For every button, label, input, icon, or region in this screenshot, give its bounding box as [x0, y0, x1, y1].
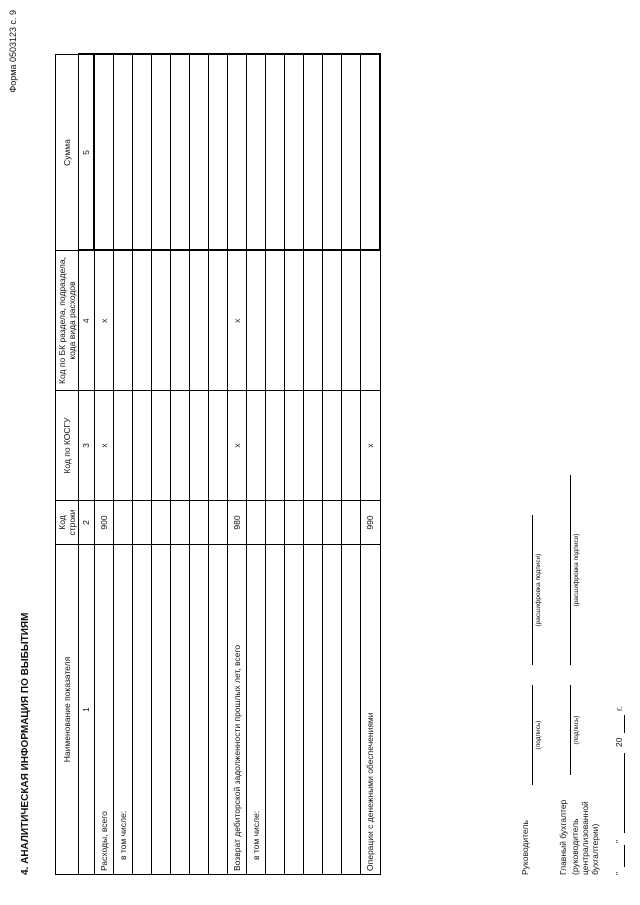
page-title: 4. АНАЛИТИЧЕСКАЯ ИНФОРМАЦИЯ ПО ВЫБЫТИЯМ	[20, 612, 31, 875]
sum-cell[interactable]	[361, 55, 381, 251]
date-year-line[interactable]	[624, 715, 625, 733]
sum-cell[interactable]	[171, 55, 190, 251]
date-close-quote: "	[614, 839, 624, 843]
bk-code-cell	[304, 251, 323, 391]
table-row	[94, 55, 114, 875]
line-code-cell	[342, 501, 361, 545]
sum-cell[interactable]	[114, 55, 133, 251]
line-code-cell	[209, 501, 228, 545]
kosgu-code-cell	[133, 391, 152, 501]
indicator-name-cell: Возврат дебиторской задолженности прошлых лет, всего	[228, 545, 247, 875]
sum-cell[interactable]	[228, 55, 247, 251]
line-code-cell	[247, 501, 266, 545]
col-number: 2	[79, 501, 95, 545]
sum-cell[interactable]	[304, 55, 323, 251]
line-code-cell	[190, 501, 209, 545]
bk-code-cell	[323, 251, 342, 391]
indicator-name-cell: в том числе:	[114, 545, 133, 875]
sum-cell[interactable]	[323, 55, 342, 251]
line-code-cell	[114, 501, 133, 545]
bk-code-cell	[190, 251, 209, 391]
kosgu-code-cell: x	[361, 391, 381, 501]
caption-signature: (подпись)	[535, 720, 542, 750]
table-row	[228, 55, 247, 875]
date-day-line[interactable]	[624, 845, 625, 867]
sum-cell[interactable]	[266, 55, 285, 251]
table-row	[247, 55, 266, 875]
header-kosgu-code: Код по КОСГУ	[56, 391, 79, 501]
caption-signature: (подпись)	[573, 715, 580, 745]
central-accounting-label: (руководитель централизованной бухгалтерии)	[570, 801, 600, 875]
form-label: Форма 0503123 с. 9	[8, 10, 18, 93]
line-code-cell	[304, 501, 323, 545]
column-number-row	[79, 55, 95, 875]
bk-code-cell	[133, 251, 152, 391]
head-decoding-line[interactable]	[532, 515, 533, 665]
col-number: 5	[79, 55, 95, 251]
line-code-cell	[266, 501, 285, 545]
chief-decoding-line[interactable]	[570, 475, 571, 665]
table-row	[304, 55, 323, 875]
head-signature-line[interactable]	[532, 685, 533, 785]
sum-cell[interactable]	[133, 55, 152, 251]
bk-code-cell	[361, 251, 381, 391]
line-code-cell	[323, 501, 342, 545]
table-header-row	[56, 55, 79, 875]
indicator-name-cell	[304, 545, 323, 875]
indicator-name-cell	[190, 545, 209, 875]
table-row	[285, 55, 304, 875]
line-code-cell: 900	[94, 501, 114, 545]
sum-cell[interactable]	[247, 55, 266, 251]
kosgu-code-cell	[304, 391, 323, 501]
bk-code-cell	[266, 251, 285, 391]
kosgu-code-cell	[171, 391, 190, 501]
signature-block	[520, 75, 630, 875]
kosgu-code-cell	[342, 391, 361, 501]
bk-code-cell	[342, 251, 361, 391]
line-code-cell	[133, 501, 152, 545]
sum-cell[interactable]	[209, 55, 228, 251]
line-code-cell	[152, 501, 171, 545]
date-year-suffix: г.	[614, 706, 624, 711]
table-row	[152, 55, 171, 875]
bk-code-cell	[114, 251, 133, 391]
chief-accountant-label: Главный бухгалтер	[558, 799, 568, 875]
caption-decoding: (расшифровка подписи)	[573, 533, 580, 607]
head-label: Руководитель	[520, 820, 530, 875]
table-row	[133, 55, 152, 875]
indicator-name-cell	[171, 545, 190, 875]
kosgu-code-cell	[285, 391, 304, 501]
table-row	[171, 55, 190, 875]
kosgu-code-cell: x	[228, 391, 247, 501]
bk-code-cell: x	[228, 251, 247, 391]
sum-cell[interactable]	[342, 55, 361, 251]
bk-code-cell: x	[94, 251, 114, 391]
kosgu-code-cell	[190, 391, 209, 501]
indicator-name-cell	[152, 545, 171, 875]
kosgu-code-cell	[152, 391, 171, 501]
header-indicator-name: Наименование показателя	[56, 545, 79, 875]
col-number: 4	[79, 251, 95, 391]
col-number: 1	[79, 545, 95, 875]
sum-cell[interactable]	[190, 55, 209, 251]
table-row	[114, 55, 133, 875]
table-row	[266, 55, 285, 875]
outflows-table	[55, 54, 381, 876]
indicator-name-cell: в том числе:	[247, 545, 266, 875]
kosgu-code-cell	[209, 391, 228, 501]
bk-code-cell	[152, 251, 171, 391]
kosgu-code-cell: x	[94, 391, 114, 501]
bk-code-cell	[247, 251, 266, 391]
line-code-cell: 980	[228, 501, 247, 545]
table-row	[361, 55, 381, 875]
bk-code-cell	[285, 251, 304, 391]
kosgu-code-cell	[114, 391, 133, 501]
table-row	[190, 55, 209, 875]
kosgu-code-cell	[266, 391, 285, 501]
sum-cell[interactable]	[152, 55, 171, 251]
table-row	[209, 55, 228, 875]
sum-cell[interactable]	[285, 55, 304, 251]
kosgu-code-cell	[323, 391, 342, 501]
line-code-cell	[171, 501, 190, 545]
indicator-name-cell: Расходы, всего	[94, 545, 114, 875]
indicator-name-cell	[209, 545, 228, 875]
table-body	[94, 55, 380, 875]
line-code-cell: 990	[361, 501, 381, 545]
kosgu-code-cell	[247, 391, 266, 501]
indicator-name-cell: Операции с денежными обеспечениями	[361, 545, 381, 875]
bk-code-cell	[209, 251, 228, 391]
indicator-name-cell	[133, 545, 152, 875]
caption-decoding: (расшифровка подписи)	[535, 553, 542, 627]
header-bk-code: Код по БК раздела, подраздела, кода вида расходов	[56, 251, 79, 391]
indicator-name-cell	[323, 545, 342, 875]
indicator-name-cell	[285, 545, 304, 875]
table-row	[323, 55, 342, 875]
line-code-cell	[285, 501, 304, 545]
sum-cell[interactable]	[94, 55, 114, 251]
date-month-line[interactable]	[624, 753, 625, 833]
table-row	[342, 55, 361, 875]
bk-code-cell	[171, 251, 190, 391]
header-sum: Сумма	[56, 55, 79, 251]
date-year-prefix: 20	[614, 737, 624, 747]
chief-signature-line[interactable]	[570, 685, 571, 775]
header-line-code: Код строки	[56, 501, 79, 545]
date-open-quote: "	[614, 871, 624, 875]
col-number: 3	[79, 391, 95, 501]
indicator-name-cell	[266, 545, 285, 875]
indicator-name-cell	[342, 545, 361, 875]
